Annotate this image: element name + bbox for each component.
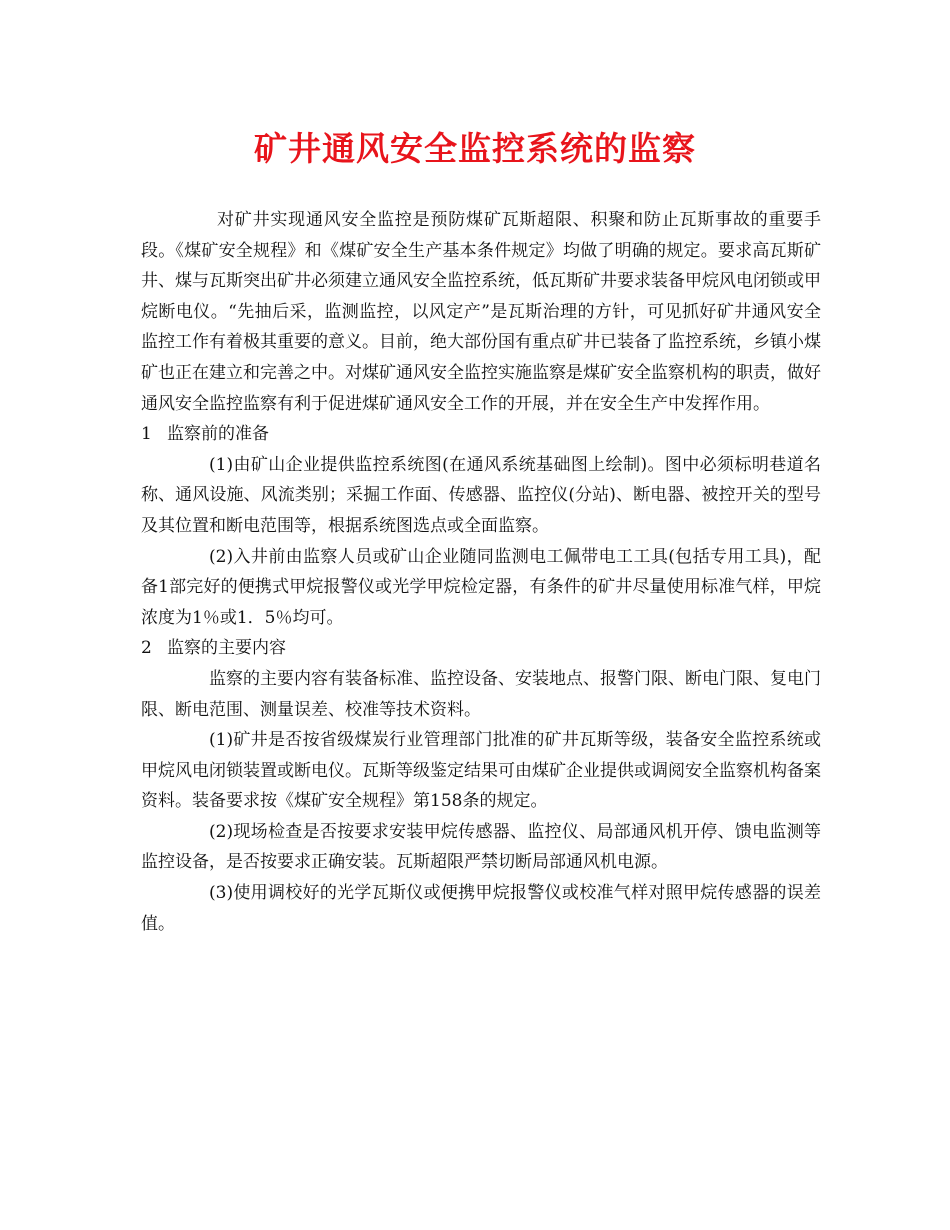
section-2-item-3: (3)使用调校好的光学瓦斯仪或便携甲烷报警仪或校准气样对照甲烷传感器的误差值。 xyxy=(141,883,821,934)
document-body xyxy=(141,205,821,939)
section-2-item-2: (2)现场检查是否按要求安装甲烷传感器、监控仪、局部通风机开停、馈电监测等监控设备，是否按要求正确安装。瓦斯超限严禁切断局部通风机电源。 xyxy=(141,821,821,873)
intro-paragraph: 对矿井实现通风安全监控是预防煤矿瓦斯超限、积聚和防止瓦斯事故的重要手段。《煤矿安全规程》和《煤矿安全生产基本条件规定》均做了明确的规定。要求高瓦斯矿井、煤与瓦斯突出矿井必须建立通风安全监控系统，低瓦斯矿井要求装备甲烷风电闭锁或甲烷断电仪。“先抽后采，监测监控，以风定产”是瓦斯治理的方针，可见抓好矿井通风安全监控工作有着极其重要的意义。目前，绝大部份国有重点矿井已装备了监控系统，乡镇小煤矿也正在建立和完善之中。对煤矿通风安全监控实施监察是煤矿安全监察机构的职责，做好通风安全监控监察有利于促进煤矿通风安全工作的开展，并在安全生产中发挥作用。 xyxy=(141,210,821,414)
section-2-heading xyxy=(141,633,821,664)
section-2-item-1: (1)矿井是否按省级煤炭行业管理部门批准的矿井瓦斯等级，装备安全监控系统或甲烷风电闭锁装置或断电仪。瓦斯等级鉴定结果可由煤矿企业提供或调阅安全监察机构备案资料。装备要求按《煤矿安全规程》第158条的规定。 xyxy=(141,730,821,812)
section-1-heading xyxy=(141,419,821,450)
section-2-title: 监察的主要内容 xyxy=(167,638,286,659)
document-title: 矿井通风安全监控系统的监察 xyxy=(254,129,696,168)
section-1-number: 1 xyxy=(141,424,152,445)
section-1-item-1: (1)由矿山企业提供监控系统图(在通风系统基础图上绘制)。图中必须标明巷道名称、通风设施、风流类别；采掘工作面、传感器、监控仪(分站)、断电器、被控开关的型号及其位置和断电范围等，根据系统图选点或全面监察。 xyxy=(141,454,821,536)
section-1-title: 监察前的准备 xyxy=(167,424,269,445)
section-2-lead: 监察的主要内容有装备标准、监控设备、安装地点、报警门限、断电门限、复电门限、断电范围、测量误差、校准等技术资料。 xyxy=(141,668,821,720)
section-1-item-2: (2)入井前由监察人员或矿山企业随同监测电工佩带电工工具(包括专用工具)，配备1部完好的便携式甲烷报警仪或光学甲烷检定器，有条件的矿井尽量使用标准气样，甲烷浓度为1％或1．5％均可。 xyxy=(141,546,821,628)
section-2-number: 2 xyxy=(141,638,152,659)
